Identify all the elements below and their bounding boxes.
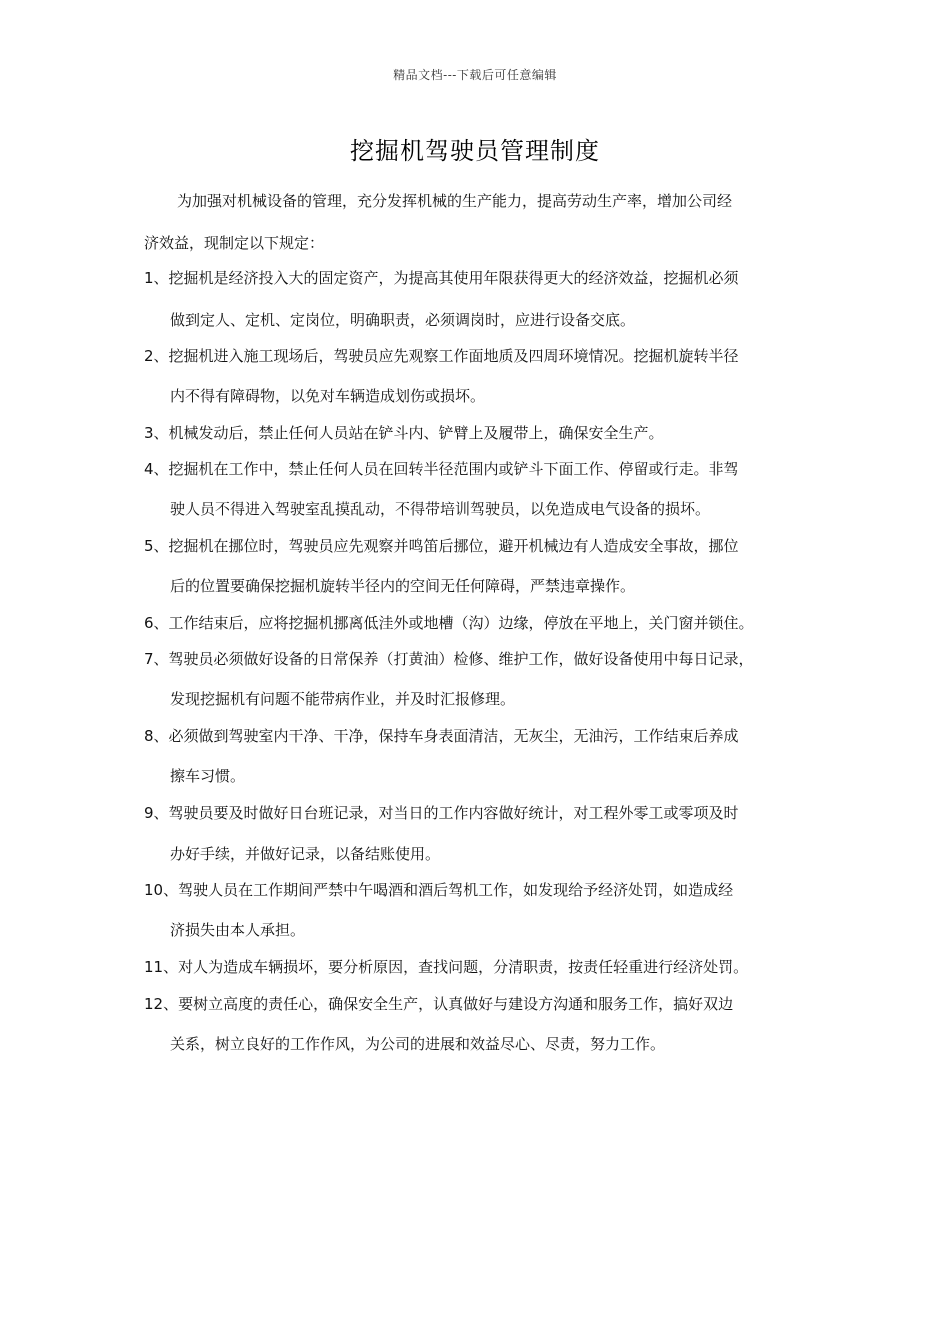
rule-4-line-2: 驶人员不得进入驾驶室乱摸乱动，不得带培训驾驶员，以免造成电气设备的损坏。 bbox=[170, 500, 711, 518]
rule-10-line-2: 济损失由本人承担。 bbox=[170, 921, 306, 939]
rule-6-line-1: 6、工作结束后，应将挖掘机挪离低洼外或地槽（沟）边缘，停放在平地上，关门窗并锁住。 bbox=[144, 614, 754, 632]
rule-2-line-2: 内不得有障碍物，以免对车辆造成划伤或损坏。 bbox=[170, 387, 486, 405]
rule-7-line-1: 7、驾驶员必须做好设备的日常保养（打黄油）检修、维护工作，做好设备使用中每日记录， bbox=[144, 650, 754, 668]
rule-11-line-1: 11、对人为造成车辆损坏，要分析原因，查找问题，分清职责，按责任轻重进行经济处罚。 bbox=[144, 958, 749, 976]
page-header-note: 精品文档---下载后可任意编辑 bbox=[393, 68, 557, 82]
rule-1-line-1: 1、挖掘机是经济投入大的固定资产，为提高其使用年限获得更大的经济效益，挖掘机必须 bbox=[144, 269, 739, 287]
rule-10-line-1: 10、驾驶人员在工作期间严禁中午喝酒和酒后驾机工作，如发现给予经济处罚，如造成经 bbox=[144, 881, 734, 899]
rule-5-line-1: 5、挖掘机在挪位时，驾驶员应先观察并鸣笛后挪位，避开机械边有人造成安全事故，挪位 bbox=[144, 537, 739, 555]
rule-4-line-1: 4、挖掘机在工作中，禁止任何人员在回转半径范围内或铲斗下面工作、停留或行走。非驾 bbox=[144, 460, 739, 478]
intro-paragraph-line-2: 济效益，现制定以下规定： bbox=[144, 234, 325, 252]
rule-2-line-1: 2、挖掘机进入施工现场后，驾驶员应先观察工作面地质及四周环境情况。挖掘机旋转半径 bbox=[144, 347, 739, 365]
rule-3-line-1: 3、机械发动后，禁止任何人员站在铲斗内、铲臂上及履带上，确保安全生产。 bbox=[144, 424, 664, 442]
intro-paragraph-line-1: 为加强对机械设备的管理，充分发挥机械的生产能力，提高劳动生产率，增加公司经 bbox=[177, 192, 733, 210]
rule-8-line-1: 8、必须做到驾驶室内干净、干净，保持车身表面清洁，无灰尘，无油污，工作结束后养成 bbox=[144, 727, 739, 745]
rule-5-line-2: 后的位置要确保挖掘机旋转半径内的空间无任何障碍，严禁违章操作。 bbox=[170, 577, 636, 595]
rule-7-line-2: 发现挖掘机有问题不能带病作业，并及时汇报修理。 bbox=[170, 690, 516, 708]
rule-12-line-2: 关系，树立良好的工作作风，为公司的进展和效益尽心、尽责，努力工作。 bbox=[170, 1035, 666, 1053]
rule-1-line-2: 做到定人、定机、定岗位，明确职责，必须调岗时，应进行设备交底。 bbox=[170, 311, 636, 329]
rule-12-line-1: 12、要树立高度的责任心，确保安全生产，认真做好与建设方沟通和服务工作，搞好双边 bbox=[144, 995, 734, 1013]
document-title: 挖掘机驾驶员管理制度 bbox=[350, 137, 600, 165]
rule-8-line-2: 擦车习惯。 bbox=[170, 767, 246, 785]
rule-9-line-2: 办好手续，并做好记录，以备结账使用。 bbox=[170, 845, 441, 863]
rule-9-line-1: 9、驾驶员要及时做好日台班记录，对当日的工作内容做好统计，对工程外零工或零项及时 bbox=[144, 804, 739, 822]
